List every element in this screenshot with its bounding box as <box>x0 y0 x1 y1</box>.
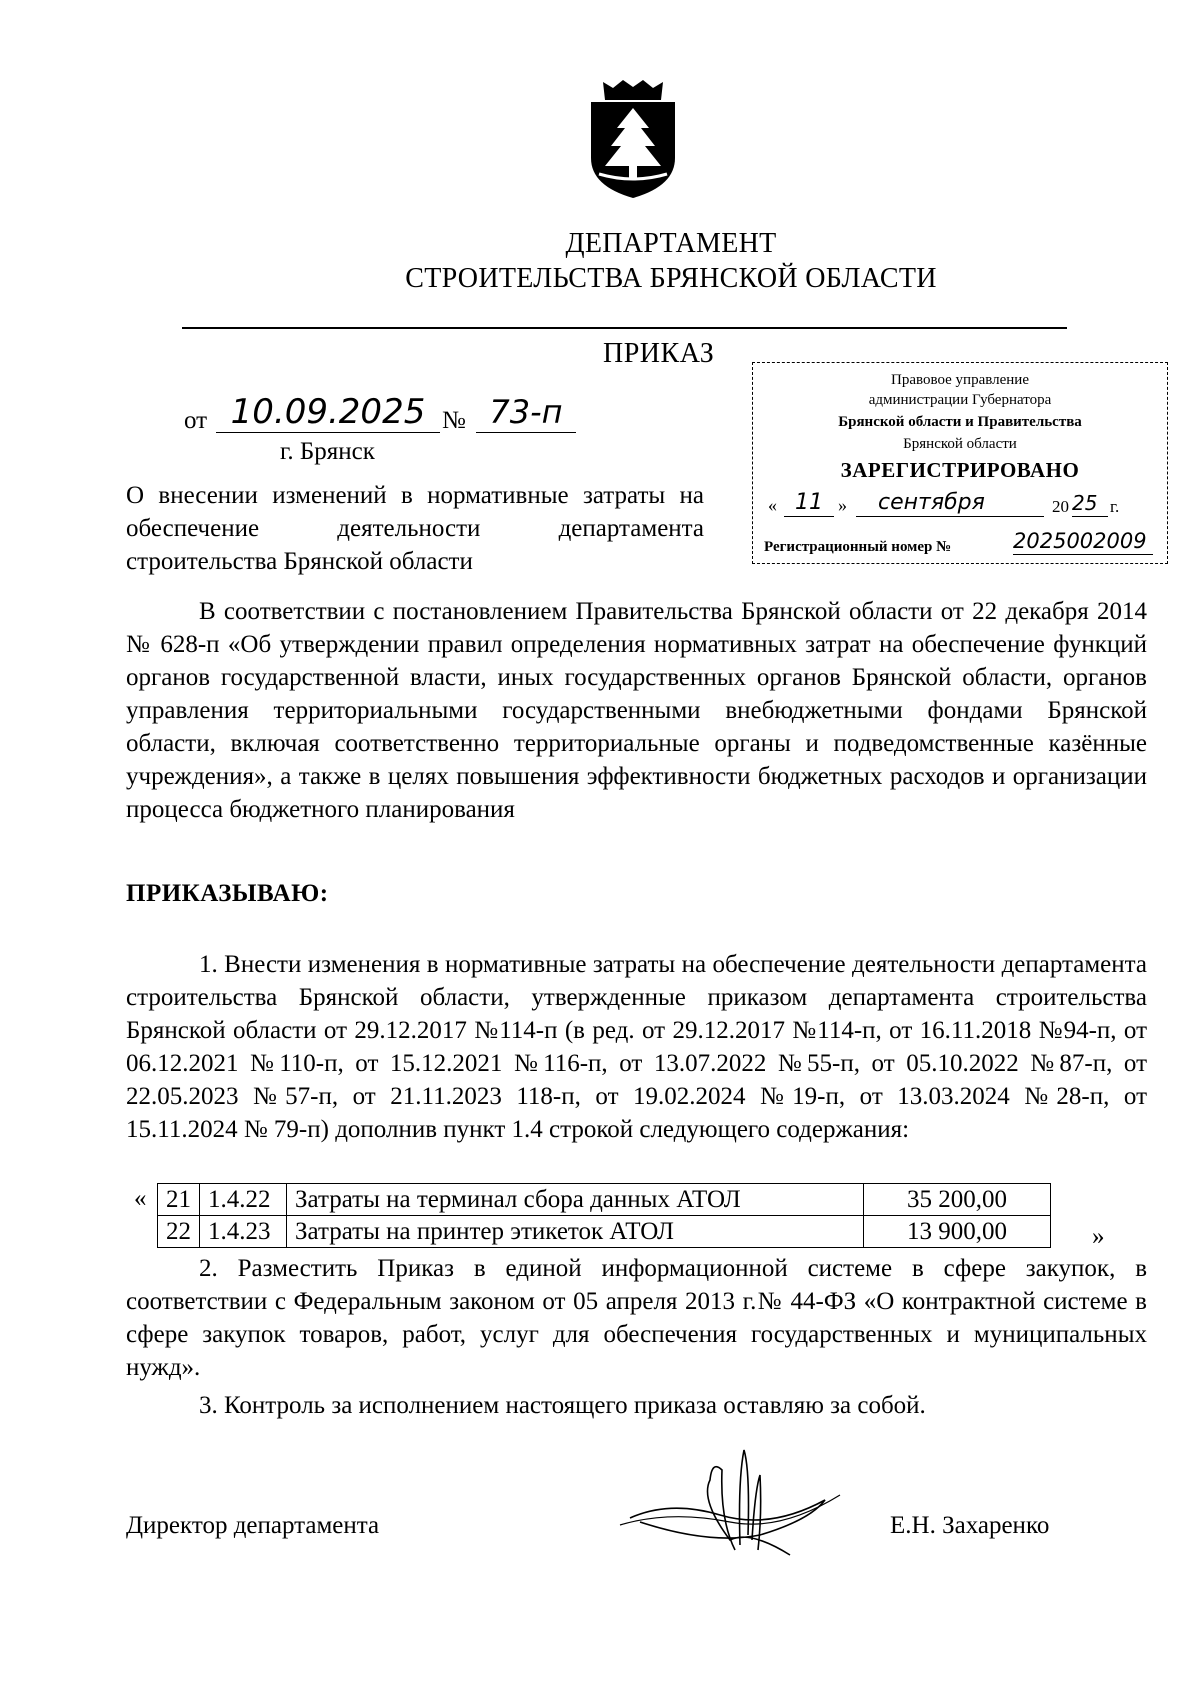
department-line-1: ДЕПАРТАМЕНТ <box>565 228 777 259</box>
item-3-paragraph: 3. Контроль за исполнением настоящего приказа оставляю за собой. <box>199 1392 926 1419</box>
row-number: 21 <box>158 1184 200 1216</box>
stamp-year-prefix: 20 <box>1052 497 1069 516</box>
order-number: 73-п <box>476 392 576 433</box>
signatory-name: Е.Н. Захаренко <box>890 1512 1050 1539</box>
row-code: 1.4.23 <box>200 1216 287 1248</box>
stamp-month: сентября <box>856 490 1044 517</box>
table-row <box>158 1216 1051 1248</box>
stamp-date-open-quote: « <box>768 495 777 515</box>
preamble-paragraph: В соответствии с постановлением Правительства Брянской области от 22 декабря 2014 № 628-п «Об утверждении правил определения нормативных затрат на обеспечение функций органов государственной власти, иных государственных органов Брянской области, органов управления территориальными государственными внебюджетными фондами Брянской области, включая соответственно территориальные органы и подведомственные казённые учреждения», а также в целях повышения эффективности бюджетных расходов и организации процесса бюджетного планирования <box>126 598 1147 823</box>
stamp-line-3: Брянской области и Правительства <box>838 414 1082 430</box>
order-word: ПРИКАЗЫВАЮ: <box>126 880 329 907</box>
row-name: Затраты на терминал сбора данных АТОЛ <box>287 1184 864 1216</box>
row-amount: 13 900,00 <box>864 1216 1051 1248</box>
row-name: Затраты на принтер этикеток АТОЛ <box>287 1216 864 1248</box>
stamp-line-1: Правовое управление <box>891 372 1029 388</box>
item-1-paragraph: 1. Внести изменения в нормативные затраты на обеспечение деятельности департамента строительства Брянской области, утвержденные приказом департамента строительства Брянской области от 29.12.2017 №114-п (в ред. от 29.12.2017 №114-п, от 16.11.2018 №94-п, от 06.12.2021 №110-п, от 15.12.2021 №116-п, от 13.07.2022 №55-п, от 05.10.2022 №87-п, от 22.05.2023 №57-п, от 21.11.2023 118-п, от 19.02.2024 №19-п, от 13.03.2024 №28-п, от 15.11.2024 № 79-п) дополнив пункт 1.4 строкой следующего содержания: <box>126 951 1147 1143</box>
stamp-status: ЗАРЕГИСТРИРОВАНО <box>840 458 1080 482</box>
row-amount: 35 200,00 <box>864 1184 1051 1216</box>
stamp-year-suffix: 25 <box>1072 490 1108 517</box>
number-prefix: № <box>442 407 466 434</box>
item-2-paragraph: 2. Разместить Приказ в единой информационной системе в сфере закупок, в соответствии с Федеральным законом от 05 апреля 2013 г.№ 44-ФЗ «О контрактной системе в сфере закупок товаров, работ, услуг для обеспечения государственных и муниципальных нужд». <box>126 1255 1147 1381</box>
coat-of-arms-emblem <box>583 78 683 200</box>
document-type: ПРИКАЗ <box>603 338 715 369</box>
date-prefix: от <box>184 407 208 434</box>
row-number: 22 <box>158 1216 200 1248</box>
stamp-line-4: Брянской области <box>903 436 1017 452</box>
handwritten-signature <box>610 1440 860 1570</box>
order-date: 10.09.2025 <box>216 392 440 433</box>
stamp-reg-number: 2025002009 <box>1013 528 1153 555</box>
stamp-day: 11 <box>784 490 834 517</box>
header-divider <box>182 327 1067 329</box>
department-line-2: СТРОИТЕЛЬСТВА БРЯНСКОЙ ОБЛАСТИ <box>405 263 937 294</box>
row-code: 1.4.22 <box>200 1184 287 1216</box>
table-open-quote: « <box>134 1185 147 1212</box>
costs-table <box>157 1183 1051 1248</box>
stamp-line-2: администрации Губернатора <box>868 392 1052 408</box>
table-row <box>158 1184 1051 1216</box>
document-title: О внесении изменений в нормативные затраты на обеспечение деятельности департамента строительства Брянской области <box>126 482 704 575</box>
stamp-number-label: Регистрационный номер № <box>764 539 952 555</box>
city: г. Брянск <box>280 438 375 465</box>
stamp-year-unit: г. <box>1110 497 1120 516</box>
table-close-quote: » <box>1092 1223 1105 1250</box>
signatory-position: Директор департамента <box>126 1512 380 1539</box>
stamp-date-close-quote: » <box>838 495 847 515</box>
